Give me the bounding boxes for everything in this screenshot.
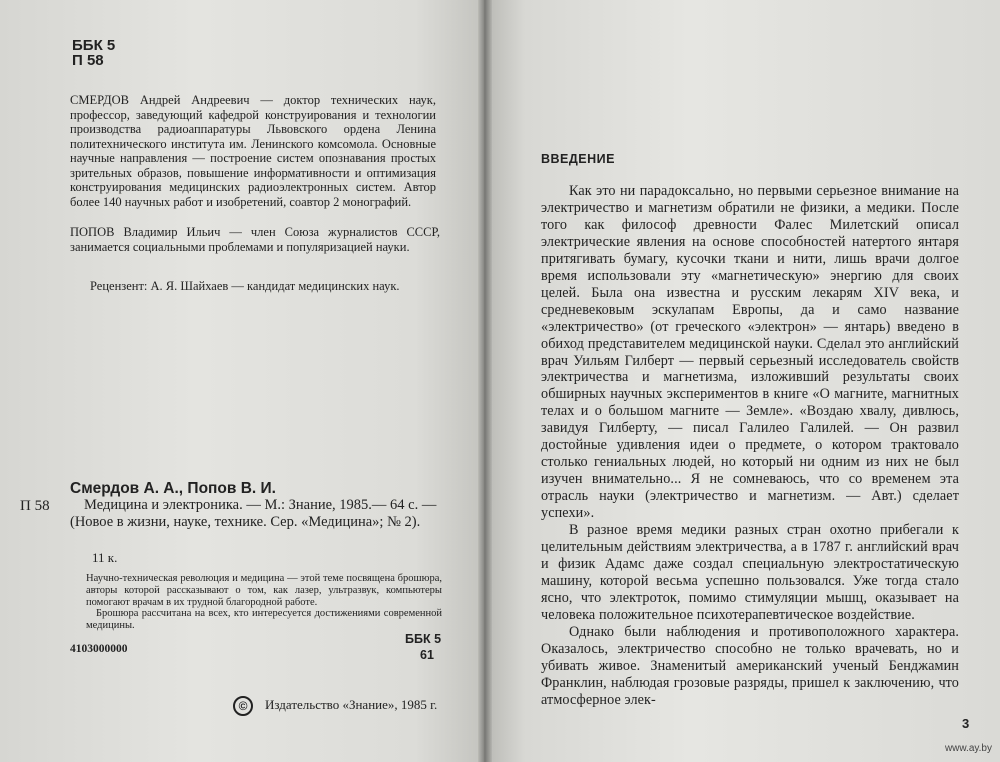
catalog-card-number: 4103000000 <box>70 643 128 655</box>
catalog-card-audience: Брошюра рассчитана на всех, кто интересуется достижениями современной медицины. <box>86 608 442 631</box>
catalog-card-annotation: Научно-техническая революция и медицина — этой теме посвящена брошюра, авторы которой рассказывают о том, как лазер, ультразвук, компьютеры помогают врачам в их трудной благородной работе. <box>86 573 442 608</box>
copyright-text: Издательство «Знание», 1985 г. <box>265 696 438 712</box>
page-number: 3 <box>962 716 970 731</box>
chapter-heading: ВВЕДЕНИЕ <box>541 152 615 166</box>
left-page <box>0 0 488 762</box>
paragraph-1: Как это ни парадоксально, но первыми серьезное внимание на электричество и магнетизм обратили не физики, а медики. После того как философ древности Фалес Милетский описал электрические явления на основе способностей натертого янтаря притягивать бумагу, кусочки ткани и нити, лишь врачи долгое время использовали эту «магнетическую» энергию для своих целей. Была она известна и русским лекарям XIV века, и средневековым эскулапам Европы, да и само название «электричество» (от греческого «электрон» — янтарь) введено в обиход представителем медицинской науки. Сделал это английский врач Уильям Гилберт — первый серьезный исследователь свойств электричества и магнетизма, изложивший результаты своих обширных научных экспериментов в книге «О магните, магнитных телах и о большом магните — Земле». «Воздаю хвалу, дивлюсь, завидуя Гилберту, — писал Галилео Галилей. — Он развил достойные удивления идеи о предмете, о котором трактовало столько гениальных людей, но который ни одним из них не был изучен внимательно... Я не сомневаюсь, что со временем эта отрасль науки (электричество и магнетизм. — Авт.) сделает успехи». <box>541 183 959 522</box>
catalog-card-bbk-num: 61 <box>420 648 434 662</box>
catalog-code: П 58 <box>72 52 104 69</box>
catalog-card-description: Медицина и электроника. — М.: Знание, 1985.— 64 с. — (Новое в жизни, науке, технике. Сер. «Медицина»; № 2). <box>70 497 437 530</box>
catalog-card-price: 11 к. <box>92 550 118 565</box>
copyright-line <box>233 696 437 716</box>
reviewer-line: Рецензент: А. Я. Шайхаев — кандидат медицинских наук. <box>90 279 400 293</box>
intro-body <box>541 183 959 709</box>
catalog-card-authors: Смердов А. А., Попов В. И. <box>70 480 276 497</box>
paragraph-2: В разное время медики разных стран охотно прибегали к целительным действиям электричества, а в 1787 г. английский врач и физик Адамс даже создал специальную электростатическую машину, которой весьма успешно пользовался. Уже тогда стало ясно, что электроток, помимо стимуляции мышц, оказывает на человека положительное психотерапевтическое воздействие. <box>541 522 959 623</box>
author-bio-smerdov: СМЕРДОВ Андрей Андреевич — доктор технических наук, профессор, заведующий кафедрой конструирования и технологии производства радиоаппаратуры Львовского ордена Ленина политехнического института им. Ленинского комсомола. Основные научные направления — построение систем опознавания простых зрительных образов, повышение информативности и оптимизация конструирования медицинских радиоэлектронных систем. Автор более 140 научных работ и изобретений, соавтор 2 монографий. <box>70 93 436 209</box>
catalog-card-code: П 58 <box>20 498 50 514</box>
right-page <box>484 0 1000 762</box>
catalog-card-bbk: ББК 5 <box>405 632 442 646</box>
book-gutter <box>478 0 492 762</box>
watermark: www.ay.by <box>944 743 992 754</box>
paragraph-3: Однако были наблюдения и противоположного характера. Оказалось, электричество способно не только врачевать, но и убивать живое. Знаменитый американский ученый Бенджамин Франклин, наблюдая грозовые разряды, пришел к заключению, что атмосферное элек- <box>541 623 959 708</box>
bbk-code: ББК 5 <box>72 37 116 54</box>
copyright-icon: © <box>233 696 253 716</box>
author-bio-popov: ПОПОВ Владимир Ильич — член Союза журналистов СССР, занимается социальными проблемами и популяризацией науки. <box>70 225 440 254</box>
